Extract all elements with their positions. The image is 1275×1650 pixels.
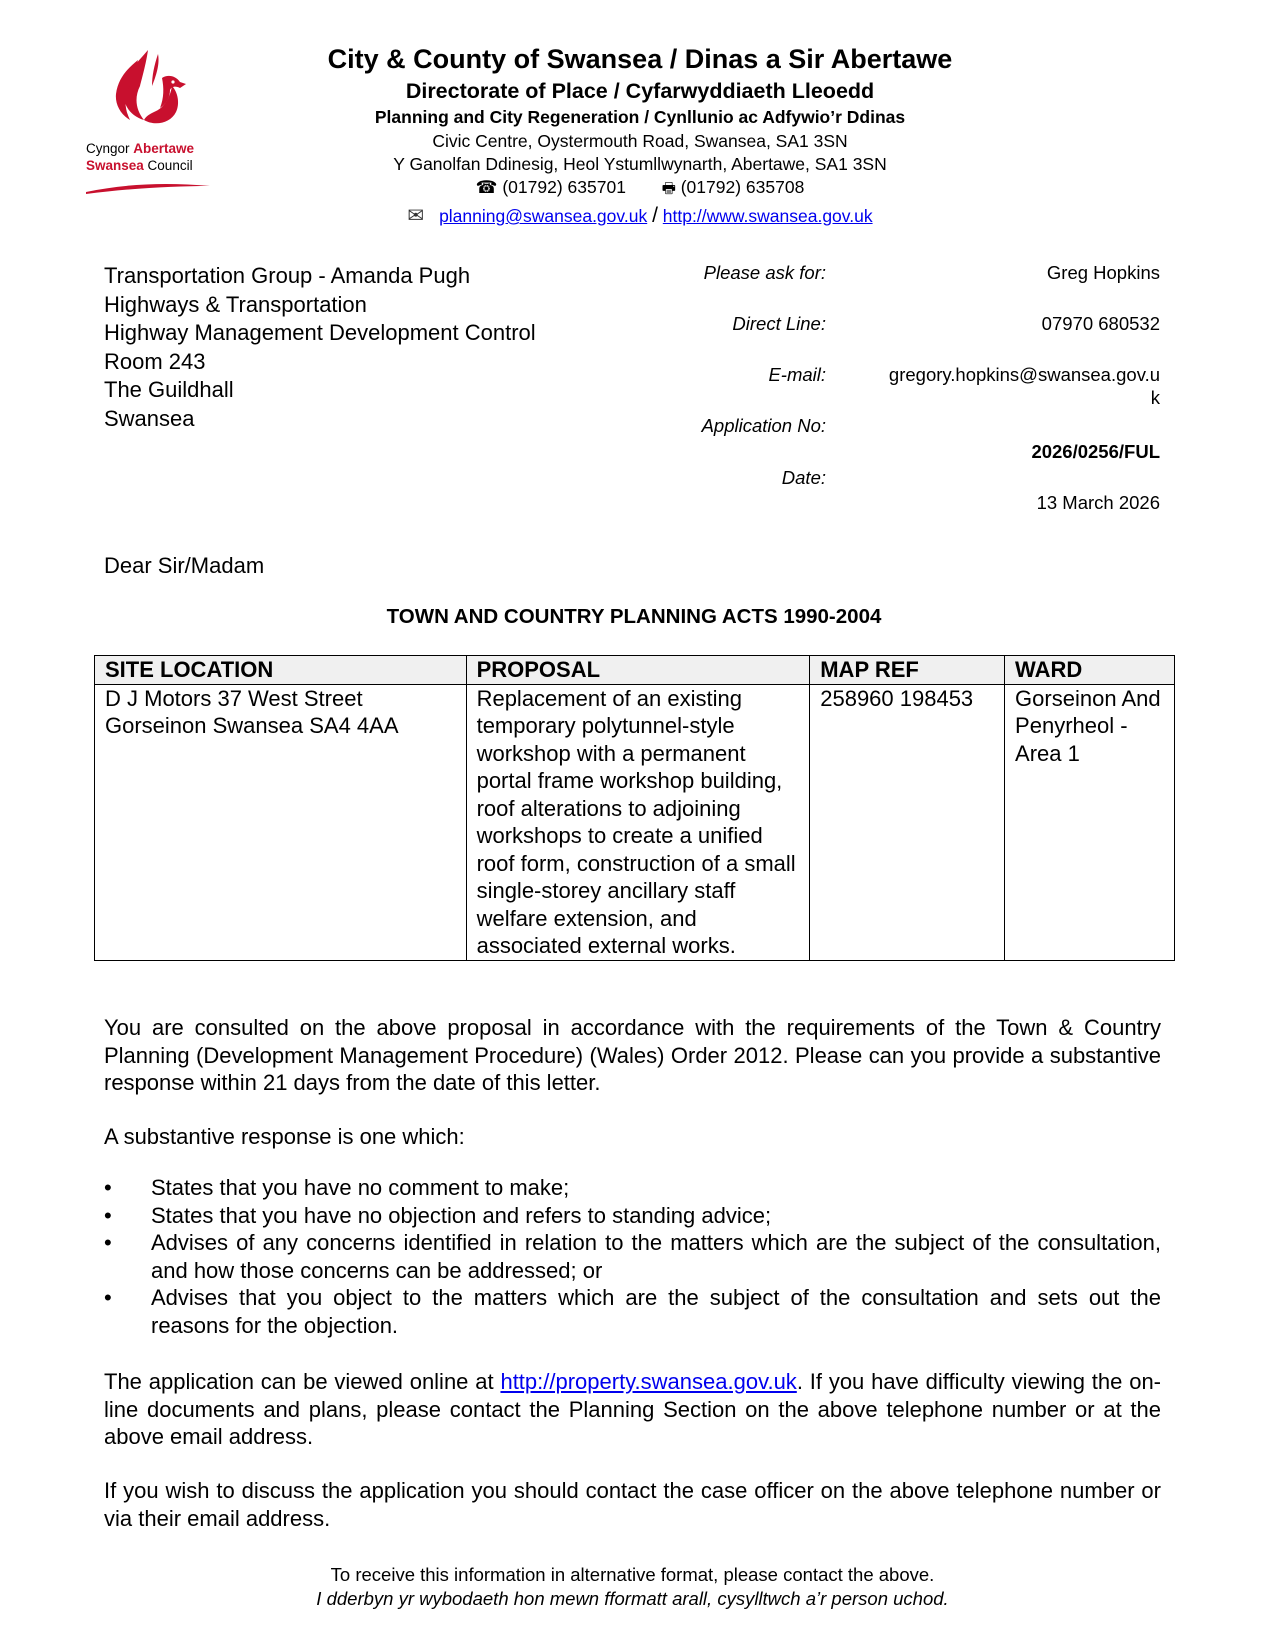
application-no-label: Application No: (701, 415, 826, 436)
link-separator: / (652, 204, 658, 227)
header-site-location: SITE LOCATION (95, 656, 467, 685)
address-welsh: Y Ganolfan Ddinesig, Heol Ystumllwynarth, Abertawe, SA1 3SN (393, 154, 887, 174)
phoenix-icon (78, 42, 218, 142)
phone-icon: ☎ (475, 177, 498, 197)
discuss-paragraph: If you wish to discuss the application you should contact the case officer on the above telephone number or via their email address. (104, 1478, 1161, 1531)
recipient-line: Transportation Group - Amanda Pugh (104, 263, 471, 288)
footer-english: To receive this information in alternative format, please contact the above. (330, 1564, 935, 1585)
direct-line-label: Direct Line: (732, 313, 826, 334)
salutation: Dear Sir/Madam (104, 553, 265, 578)
table-row (95, 684, 1175, 960)
logo-english-suffix: Council (143, 158, 193, 173)
ask-for-value: Greg Hopkins (1046, 262, 1160, 283)
property-portal-link[interactable]: http://property.swansea.gov.uk (500, 1369, 797, 1394)
address-english: Civic Centre, Oystermouth Road, Swansea, SA1 3SN (432, 131, 848, 151)
mail-icon: ✉ (407, 205, 425, 227)
header-ward: WARD (1005, 656, 1175, 685)
online-text-pre: The application can be viewed online at (104, 1369, 501, 1394)
table-header-row (95, 656, 1175, 685)
directorate-title: Directorate of Place / Cyfarwyddiaeth Lleoedd (405, 79, 875, 103)
application-table (94, 655, 1175, 961)
phone-number: (01792) 635701 (502, 177, 626, 197)
date-label: Date: (781, 467, 826, 488)
header-map-ref: MAP REF (810, 656, 1005, 685)
direct-line-value: 07970 680532 (1041, 313, 1160, 334)
department-title: Planning and City Regeneration / Cynllunio ac Adfywio’r Ddinas (374, 107, 906, 127)
list-item: • States that you have no objection and refers to standing advice; (104, 1202, 1161, 1230)
email-value: gregory.hopkins@swansea.gov.u (888, 364, 1160, 385)
recipient-line: Highway Management Development Control (104, 320, 536, 345)
fax-icon: 🖶 (661, 180, 676, 197)
logo-swoosh-icon (84, 180, 214, 196)
website-link[interactable]: http://www.swansea.gov.uk (662, 206, 873, 226)
contact-numbers (270, 177, 1010, 203)
list-item: • States that you have no comment to make; (104, 1174, 1161, 1202)
site-location-cell: D J Motors 37 West Street Gorseinon Swansea SA4 4AA (95, 684, 467, 960)
proposal-cell: Replacement of an existing temporary polytunnel-style workshop with a permanent portal frame workshop building, roof alterations to adjoining workshops to create a unified roof form, construction of a small single-storey ancillary staff welfare extension, and associated external works. (466, 684, 810, 960)
logo-welsh-name: Abertawe (133, 141, 195, 156)
application-no-value: 2026/0256/FUL (1031, 441, 1160, 462)
logo-text (86, 140, 194, 174)
header-proposal: PROPOSAL (466, 656, 810, 685)
online-text-post: . If you have difficulty viewing the on-line documents and plans, please contact the Planning Section on the above telephone number or at the above email address. (104, 1369, 1162, 1449)
response-criteria-list (104, 1174, 1161, 1339)
fax-number: (01792) 635708 (680, 177, 805, 197)
ward-cell: Gorseinon And Penyrheol - Area 1 (1005, 684, 1175, 960)
planning-email-link[interactable]: planning@swansea.gov.uk (439, 206, 648, 226)
recipient-line: Room 243 (104, 348, 206, 374)
footer-welsh: I dderbyn yr wybodaeth hon mewn fformatt arall, cysylltwch a’r person uchod. (316, 1588, 949, 1609)
list-item: • Advises that you object to the matters which are the subject of the consultation and sets out the reasons for the objection. (104, 1284, 1161, 1339)
recipient-line: Highways & Transportation (104, 291, 367, 317)
recipient-address (104, 262, 536, 433)
list-item: • Advises of any concerns identified in relation to the matters which are the subject of the consultation, and how those concerns can be addressed; or (104, 1229, 1161, 1284)
council-title: City & County of Swansea / Dinas a Sir Abertawe (327, 44, 953, 74)
ask-for-label: Please ask for: (703, 262, 826, 283)
online-viewing-paragraph (104, 1368, 1161, 1451)
contact-links (270, 203, 1010, 228)
council-logo (78, 42, 218, 202)
email-label: E-mail: (768, 364, 826, 385)
consultation-paragraph: You are consulted on the above proposal in accordance with the requirements of the Town & Country Planning (Development Management Procedure) (Wales) Order 2012. Please can you provide a substantive response within 21 days from the date of this letter. (104, 1015, 1161, 1095)
date-value: 13 March 2026 (1036, 492, 1160, 513)
map-ref-cell: 258960 198453 (810, 684, 1005, 960)
logo-english-name: Swansea (86, 158, 144, 173)
recipient-line: Swansea (104, 405, 195, 431)
acts-heading: TOWN AND COUNTRY PLANNING ACTS 1990-2004 (386, 605, 882, 628)
substantive-intro: A substantive response is one which: (104, 1124, 465, 1149)
email-value-wrap: k (1150, 387, 1160, 408)
recipient-line: The Guildhall (104, 377, 234, 402)
logo-welsh-prefix: Cyngor (86, 141, 134, 156)
